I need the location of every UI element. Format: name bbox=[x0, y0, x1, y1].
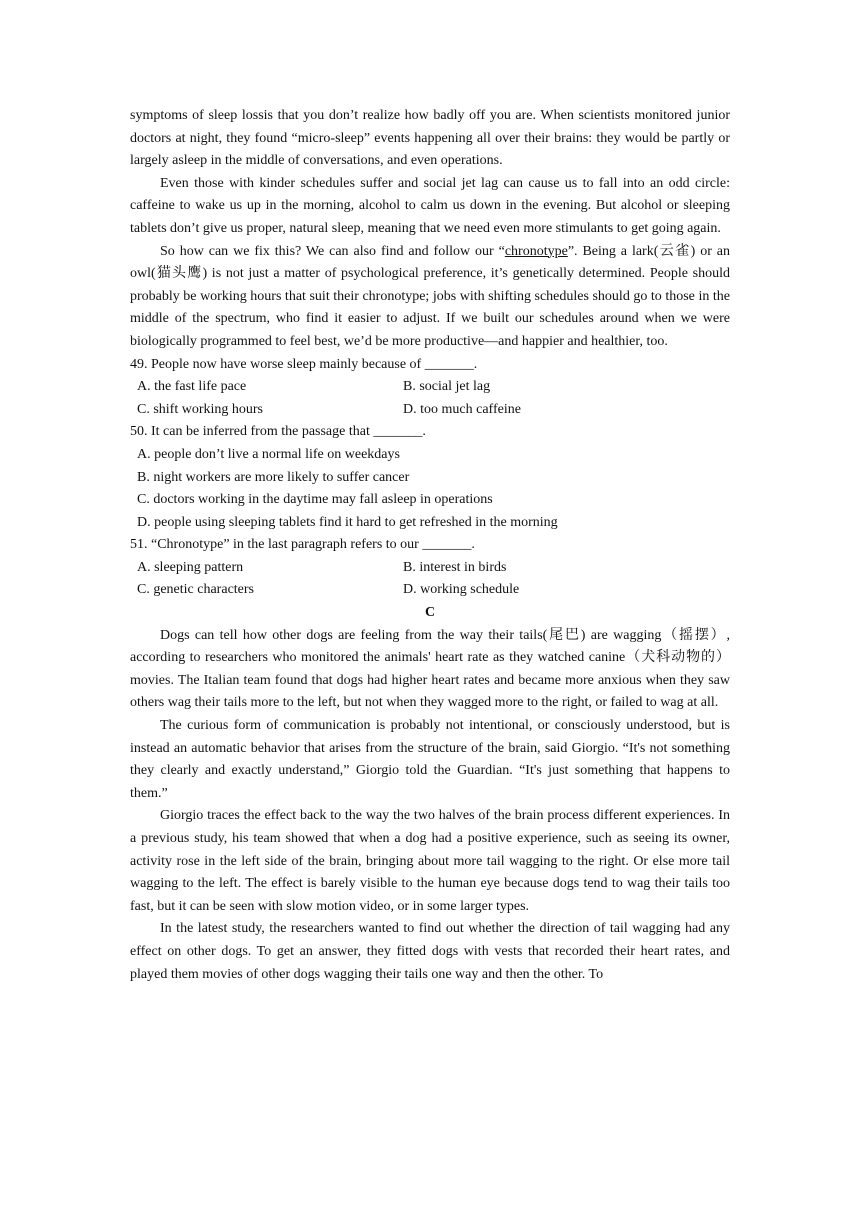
question-49-options-row-2 bbox=[130, 399, 730, 422]
question-49-option-d: D. too much caffeine bbox=[403, 401, 521, 417]
section-c-heading: C bbox=[424, 605, 436, 621]
paragraph-3-text-after: ”. Being a lark(云雀) or an owl(猫头鹰) is not just a matter of psychological preference, it’s genetically determined. People should probably be working hours that suit their chronotype; jobs with shifting schedules should go to those in the middle of the spectrum, who find it easier to adjust. If we built our schedules around when we were biologically programmed to feel best, we’d be more productive—and happier and healthier, too. bbox=[130, 243, 730, 349]
question-51-options-row-1 bbox=[130, 557, 730, 580]
section-c-paragraph-2: The curious form of communication is probably not intentional, or consciously understood, but is instead an automatic behavior that arises from the structure of the brain, said Giorgio. “It's not something they clearly and exactly understand,” Giorgio told the Guardian. “It's just something that happens to them.” bbox=[130, 718, 730, 801]
section-c-paragraph-1: Dogs can tell how other dogs are feeling from the way their tails(尾巴) are wagging（摇摆）, according to researchers who monitored the animals' heart rate as they watched canine（犬科动物的）movies. The Italian team found that dogs had higher heart rates and became more anxious when they saw others wag their tails more to the left, but not when they wagged more to the right, or failed to wag at all. bbox=[130, 627, 730, 711]
section-c-paragraph-4: In the latest study, the researchers wanted to find out whether the direction of tail wagging had any effect on other dogs. To get an answer, they fitted dogs with vests that recorded their heart rates, and played them movies of other dogs wagging their tails one way and then the other. To bbox=[130, 921, 730, 982]
question-49-stem: 49. People now have worse sleep mainly because of _______. bbox=[130, 356, 478, 372]
passage-b-paragraph-2: Even those with kinder schedules suffer and social jet lag can cause us to fall into an odd circle: caffeine to wake us up in the morning, alcohol to calm us down in the evening. But alcohol or sleeping tablets don’t give us proper, natural sleep, meaning that we need even more stimulants to get going again. bbox=[130, 175, 730, 236]
question-49-options-row-1 bbox=[130, 376, 730, 399]
question-49-option-a: A. the fast life pace bbox=[137, 379, 247, 395]
question-51-option-c: C. genetic characters bbox=[137, 582, 254, 598]
chronotype-underlined-word: chronotype bbox=[504, 243, 568, 259]
question-50-option-c: C. doctors working in the daytime may fall asleep in operations bbox=[137, 492, 493, 508]
passage-b-paragraph-1: symptoms of sleep lossis that you don’t realize how badly off you are. When scientists monitored junior doctors at night, they found “micro-sleep” events happening all over their brains: they would be partly or largely asleep in the middle of conversations, and even operations. bbox=[130, 108, 730, 169]
paragraph-3-text-before: So how can we fix this? We can also find and follow our “ bbox=[160, 243, 505, 259]
passage-b-paragraph-3 bbox=[130, 241, 730, 354]
question-49-option-b: B. social jet lag bbox=[403, 379, 491, 395]
section-c-paragraph-3: Giorgio traces the effect back to the way the two halves of the brain process different experiences. In a previous study, his team showed that when a dog had a positive experience, such as seeing its owner, activity rose in the left side of the brain, bringing about more tail wagging to the right. Or else more tail wagging to the left. The effect is barely visible to the human eye because dogs tend to wag their tails too fast, but it can be seen with slow motion video, or in some larger types. bbox=[130, 808, 730, 914]
question-51-option-d: D. working schedule bbox=[403, 582, 520, 598]
question-50-option-a: A. people don’t live a normal life on weekdays bbox=[137, 446, 400, 462]
question-51-stem: 51. “Chronotype” in the last paragraph refers to our _______. bbox=[130, 537, 475, 553]
document-page bbox=[130, 105, 730, 986]
question-51-option-b: B. interest in birds bbox=[403, 559, 507, 575]
question-50-option-b: B. night workers are more likely to suffer cancer bbox=[137, 469, 410, 485]
question-51-options-row-2 bbox=[130, 579, 730, 602]
question-49-option-c: C. shift working hours bbox=[137, 401, 263, 417]
question-51-option-a: A. sleeping pattern bbox=[137, 559, 244, 575]
question-50-stem: 50. It can be inferred from the passage that _______. bbox=[130, 424, 426, 440]
question-50-option-d: D. people using sleeping tablets find it hard to get refreshed in the morning bbox=[137, 514, 558, 530]
